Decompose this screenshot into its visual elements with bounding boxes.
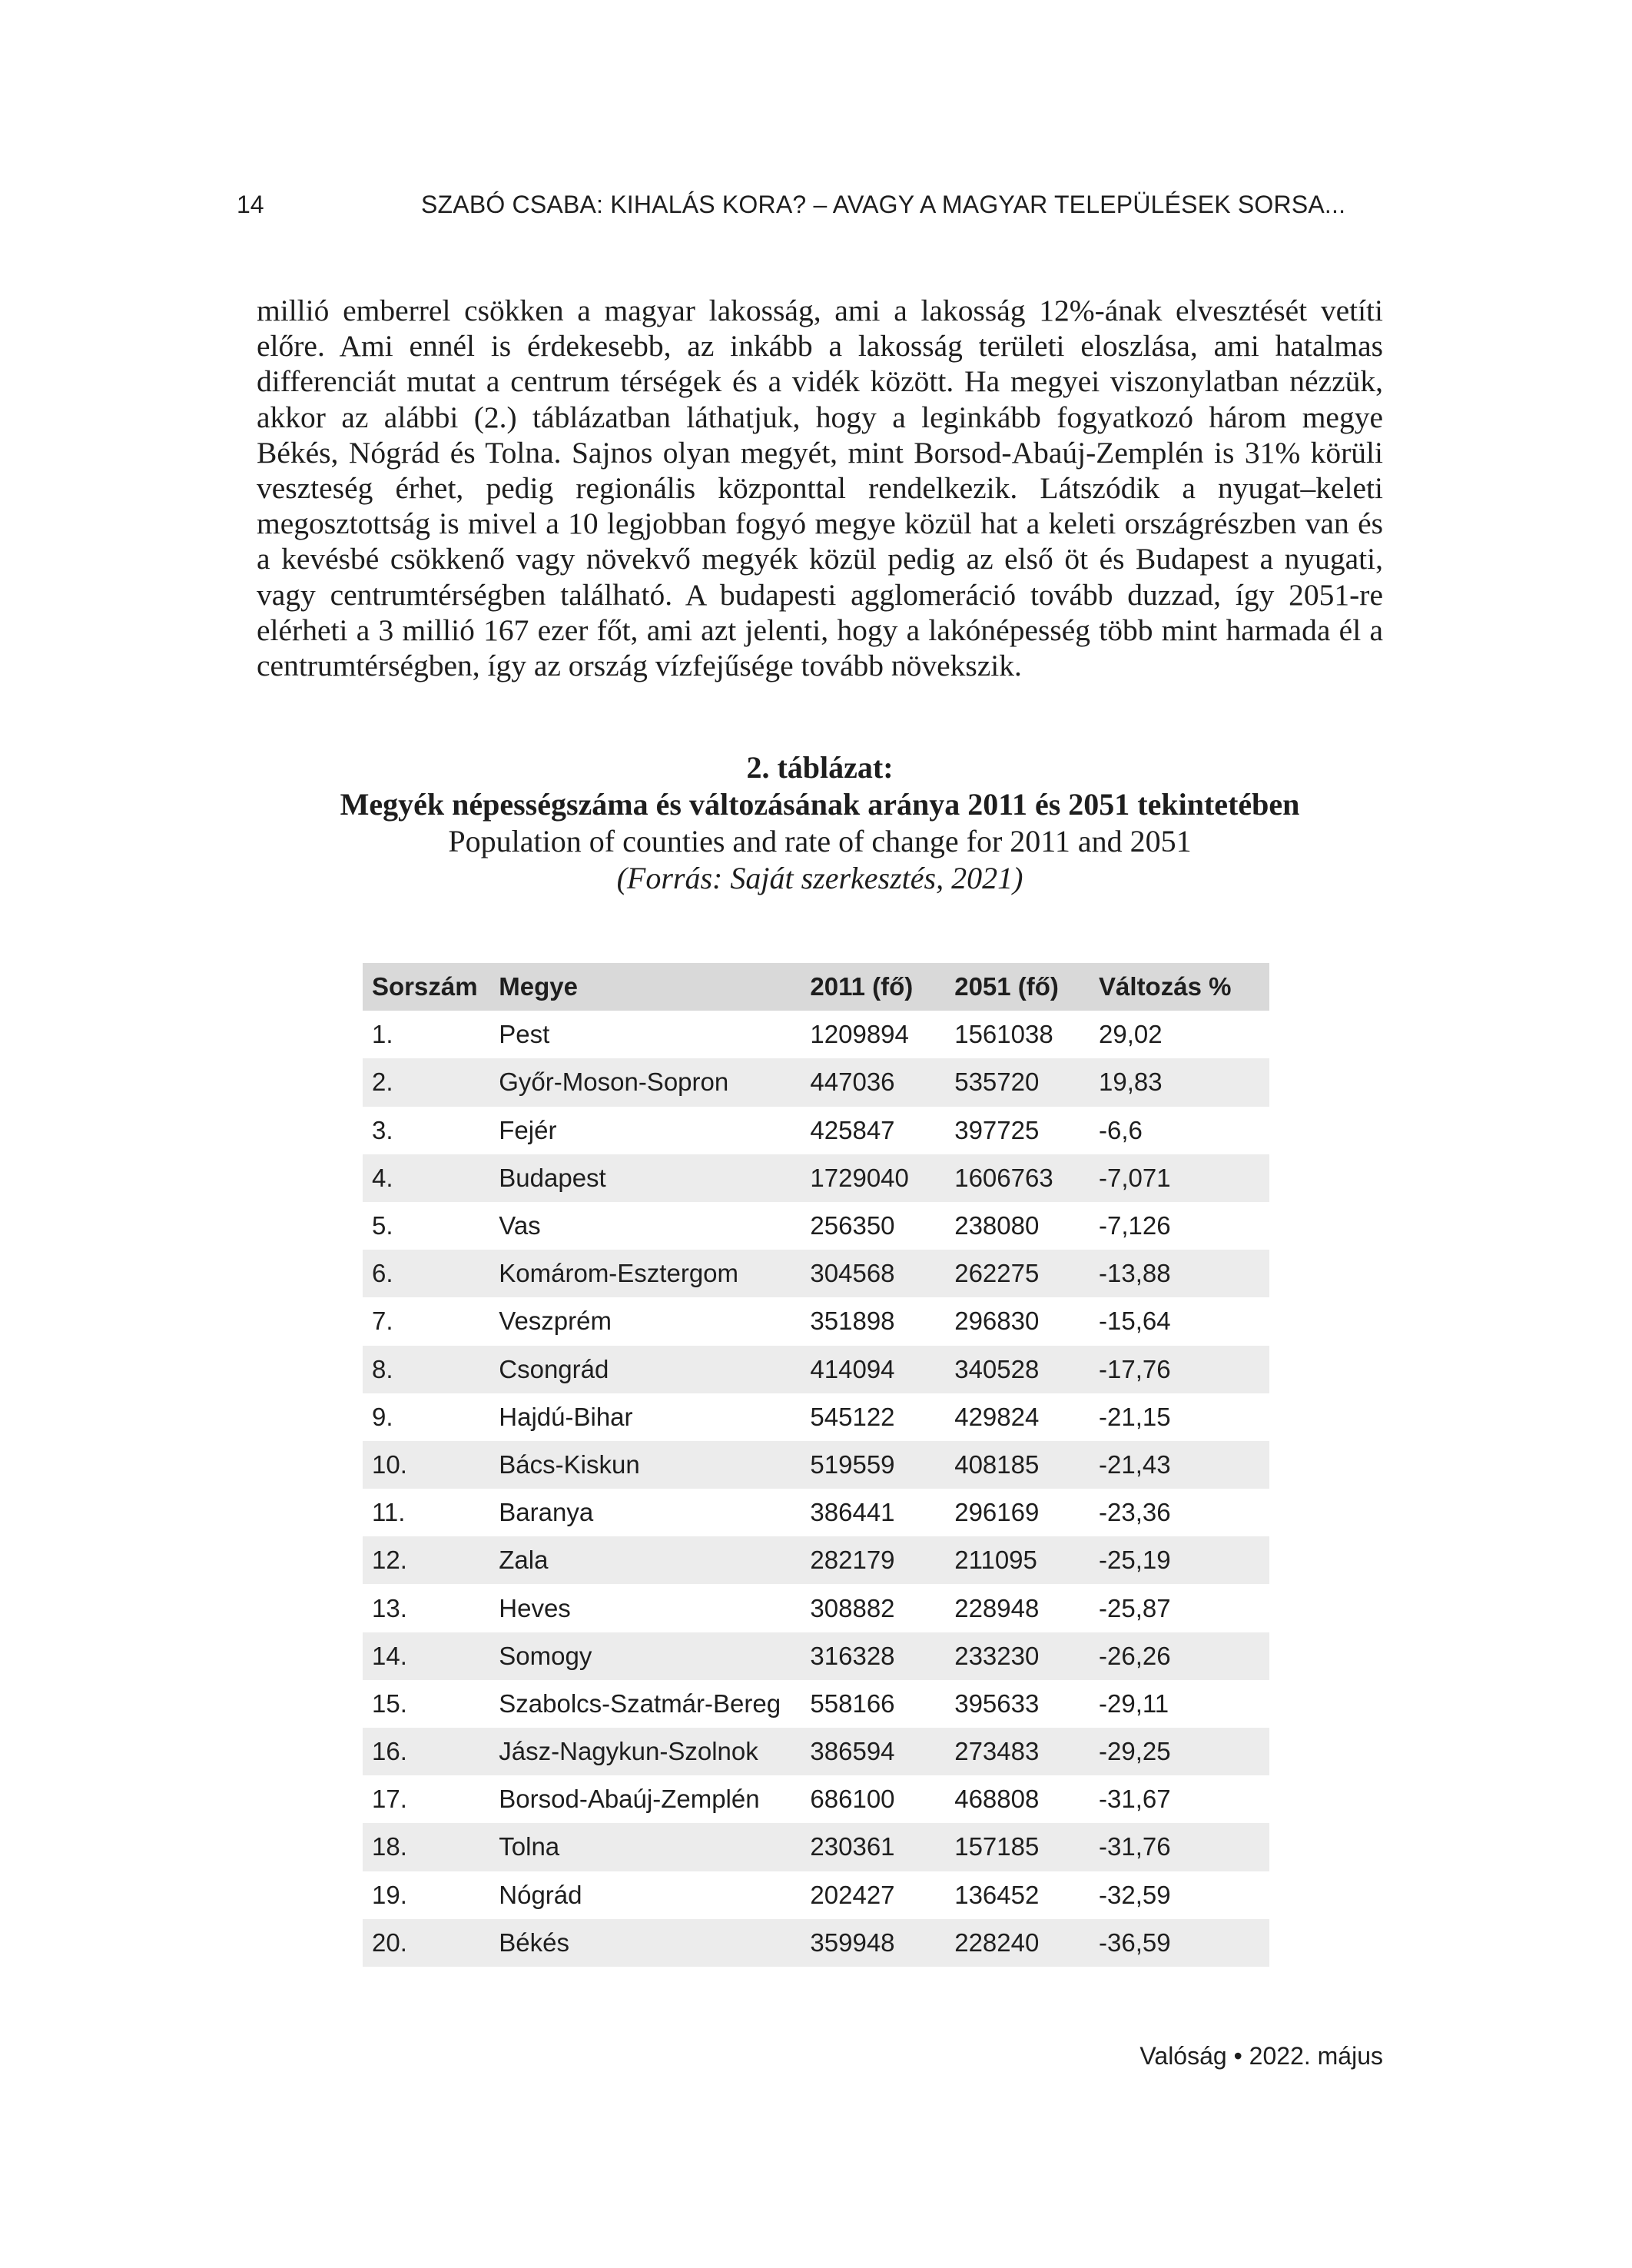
- table-body: [363, 1011, 1269, 1967]
- table-row: [363, 1250, 1269, 1297]
- column-header: 2051 (fő): [954, 972, 1059, 1001]
- table-cell: -31,76: [1099, 1832, 1171, 1861]
- table-row: [363, 1632, 1269, 1680]
- table-cell: Fejér: [499, 1115, 557, 1144]
- table-cell: 157185: [954, 1832, 1040, 1861]
- table-cell: -25,87: [1099, 1593, 1171, 1622]
- table-row: [363, 1775, 1269, 1823]
- table-row: [363, 1011, 1269, 1058]
- table-cell: 233230: [954, 1641, 1040, 1670]
- table-number: 2. táblázat:: [746, 750, 894, 785]
- table-cell: 282179: [810, 1546, 895, 1575]
- table-cell: 19,83: [1099, 1068, 1163, 1097]
- table-cell: 20.: [372, 1928, 407, 1957]
- table-cell: Veszprém: [499, 1307, 612, 1336]
- table-cell: 238080: [954, 1211, 1040, 1240]
- table-cell: 304568: [810, 1259, 895, 1288]
- table-cell: -25,19: [1099, 1546, 1171, 1575]
- table-cell: 519559: [810, 1449, 895, 1479]
- table-cell: 8.: [372, 1354, 393, 1383]
- table-cell: -29,11: [1099, 1689, 1169, 1718]
- table-cell: 386441: [810, 1498, 895, 1527]
- table-cell: Békés: [499, 1928, 569, 1957]
- table-title-hu: Megyék népességszáma és változásának aránya 2011 és 2051 tekintetében: [340, 787, 1300, 822]
- column-header: 2011 (fő): [810, 972, 914, 1001]
- table-cell: Szabolcs-Szatmár-Bereg: [499, 1689, 781, 1718]
- column-header: Megye: [499, 972, 578, 1001]
- table-cell: 447036: [810, 1068, 895, 1097]
- table-cell: Pest: [499, 1020, 550, 1049]
- table-cell: 1729040: [810, 1163, 909, 1192]
- table-cell: 558166: [810, 1689, 895, 1718]
- table-cell: 19.: [372, 1880, 407, 1909]
- table-cell: 414094: [810, 1354, 895, 1383]
- table-cell: 256350: [810, 1211, 895, 1240]
- table-cell: 7.: [372, 1307, 393, 1336]
- table-cell: 4.: [372, 1163, 393, 1192]
- table-row: [363, 1536, 1269, 1584]
- table-row: [363, 1441, 1269, 1489]
- table-cell: 230361: [810, 1832, 895, 1861]
- table-row: [363, 1107, 1269, 1154]
- table-cell: 296830: [954, 1307, 1040, 1336]
- table-row: [363, 1919, 1269, 1967]
- table-cell: 9.: [372, 1402, 393, 1431]
- table-cell: Bács-Kiskun: [499, 1449, 640, 1479]
- running-header: [237, 187, 1383, 222]
- table-cell: 10.: [372, 1449, 407, 1479]
- column-header: Sorszám: [372, 972, 478, 1001]
- table-cell: -29,25: [1099, 1737, 1171, 1766]
- table-source: (Forrás: Saját szerkesztés, 2021): [616, 861, 1023, 895]
- table-cell: -7,126: [1099, 1211, 1171, 1240]
- table-cell: Jász-Nagykun-Szolnok: [499, 1737, 758, 1766]
- table-cell: 15.: [372, 1689, 407, 1718]
- table-cell: Vas: [499, 1211, 541, 1240]
- table-row: [363, 1154, 1269, 1202]
- table-cell: 228948: [954, 1593, 1040, 1622]
- table-row: [363, 1728, 1269, 1775]
- table-cell: 228240: [954, 1928, 1040, 1957]
- table-cell: 397725: [954, 1115, 1040, 1144]
- table-cell: 202427: [810, 1880, 895, 1909]
- table-cell: 17.: [372, 1785, 407, 1814]
- page-number: 14: [237, 191, 264, 218]
- table-cell: 273483: [954, 1737, 1040, 1766]
- table-cell: 340528: [954, 1354, 1040, 1383]
- table-cell: 29,02: [1099, 1020, 1163, 1049]
- table-cell: 6.: [372, 1259, 393, 1288]
- table-cell: 136452: [954, 1880, 1040, 1909]
- table-cell: Baranya: [499, 1498, 594, 1527]
- table-title-en: Population of counties and rate of change for 2011 and 2051: [448, 824, 1192, 858]
- table-cell: 1561038: [954, 1020, 1053, 1049]
- table-cell: -21,43: [1099, 1449, 1171, 1479]
- table-cell: -7,071: [1099, 1163, 1171, 1192]
- table-cell: Zala: [499, 1546, 549, 1575]
- table-row: [363, 1489, 1269, 1536]
- table-cell: -13,88: [1099, 1259, 1171, 1288]
- table-cell: 351898: [810, 1307, 895, 1336]
- footer-issue: Valóság • 2022. május: [1139, 2042, 1383, 2070]
- table-cell: 262275: [954, 1259, 1040, 1288]
- table-cell: 11.: [372, 1498, 406, 1527]
- table-row: [363, 1346, 1269, 1393]
- table-header-row: [363, 963, 1269, 1011]
- table-cell: Somogy: [499, 1641, 592, 1670]
- table-cell: 5.: [372, 1211, 393, 1240]
- table-cell: 18.: [372, 1832, 407, 1861]
- table-cell: Hajdú-Bihar: [499, 1402, 633, 1431]
- table-cell: 425847: [810, 1115, 895, 1144]
- table-cell: 535720: [954, 1068, 1040, 1097]
- table-cell: 211095: [954, 1546, 1037, 1575]
- table-cell: -26,26: [1099, 1641, 1171, 1670]
- table-cell: Nógrád: [499, 1880, 582, 1909]
- table-cell: 1209894: [810, 1020, 909, 1049]
- table-cell: Győr-Moson-Sopron: [499, 1068, 729, 1097]
- table-cell: 2.: [372, 1068, 393, 1097]
- table-cell: 468808: [954, 1785, 1040, 1814]
- table-cell: -32,59: [1099, 1880, 1171, 1909]
- table-cell: Csongrád: [499, 1354, 609, 1383]
- table-caption: [257, 749, 1383, 897]
- table-cell: 16.: [372, 1737, 407, 1766]
- table-row: [363, 1680, 1269, 1728]
- body-paragraph: millió emberrel csökken a magyar lakosság, ami a lakosság 12%-ának elvesztését vetíti előre. Ami ennél is érdekesebb, az inkább a lakosság területi eloszlása, ami hatalmas differenciát mutat a centrum térségek és a vidék között. Ha megyei viszonylatban nézzük, akkor az alábbi (2.) táblázatban láthatjuk, hogy a leginkább fogyatkozó három megye Békés, Nógrád és Tolna. Sajnos olyan megyét, mint Borsod-Abaúj-Zemplén is 31% körüli veszteség érhet, pedig regionális központtal rendelkezik. Látszódik a nyugat–keleti megosztottság is mivel a 10 legjobban fogyó megye közül hat a keleti országrészben van és a kevésbé csökkenő vagy növekvő megyék közül pedig az első öt és Budapest a nyugati, vagy centrumtérségben található. A budapesti agglomeráció tovább duzzad, így 2051-re elérheti a 3 millió 167 ezer főt, ami azt jelenti, hogy a lakónépesség több mint harmada él a centrumtérségben, így az ország vízfejűsége tovább növekszik.: [257, 294, 1383, 683]
- table-row: [363, 1297, 1269, 1345]
- table-cell: -23,36: [1099, 1498, 1171, 1527]
- table-cell: 408185: [954, 1449, 1040, 1479]
- table-cell: -36,59: [1099, 1928, 1171, 1957]
- population-table: [363, 963, 1269, 1967]
- table-cell: -17,76: [1099, 1354, 1171, 1383]
- table-cell: 1.: [372, 1020, 393, 1049]
- table-cell: 359948: [810, 1928, 895, 1957]
- column-header: Változás %: [1099, 972, 1232, 1001]
- table-cell: 3.: [372, 1115, 393, 1144]
- table-cell: 308882: [810, 1593, 895, 1622]
- table-cell: Komárom-Esztergom: [499, 1259, 739, 1288]
- table-cell: 296169: [954, 1498, 1040, 1527]
- table-cell: 13.: [372, 1593, 407, 1622]
- running-header-title: SZABÓ CSABA: KIHALÁS KORA? – AVAGY A MAGYAR TELEPÜLÉSEK SORSA...: [421, 191, 1346, 218]
- table-row: [363, 1393, 1269, 1441]
- table-row: [363, 1058, 1269, 1106]
- table-cell: 686100: [810, 1785, 895, 1814]
- table-cell: Heves: [499, 1593, 571, 1622]
- table-cell: 12.: [372, 1546, 407, 1575]
- table-row: [363, 1871, 1269, 1919]
- table-cell: 429824: [954, 1402, 1040, 1431]
- table-row: [363, 1823, 1269, 1871]
- table-cell: Budapest: [499, 1163, 606, 1192]
- table-cell: -15,64: [1099, 1307, 1171, 1336]
- table-cell: Tolna: [499, 1832, 560, 1861]
- table-cell: -31,67: [1099, 1785, 1171, 1814]
- table-cell: Borsod-Abaúj-Zemplén: [499, 1785, 760, 1814]
- table-cell: -6,6: [1099, 1115, 1143, 1144]
- table-cell: 14.: [372, 1641, 407, 1670]
- table-cell: 395633: [954, 1689, 1040, 1718]
- table-cell: 386594: [810, 1737, 895, 1766]
- table-cell: 545122: [810, 1402, 895, 1431]
- table-cell: 1606763: [954, 1163, 1053, 1192]
- table-row: [363, 1584, 1269, 1632]
- table-cell: -21,15: [1099, 1402, 1171, 1431]
- table-row: [363, 1202, 1269, 1250]
- table-cell: 316328: [810, 1641, 895, 1670]
